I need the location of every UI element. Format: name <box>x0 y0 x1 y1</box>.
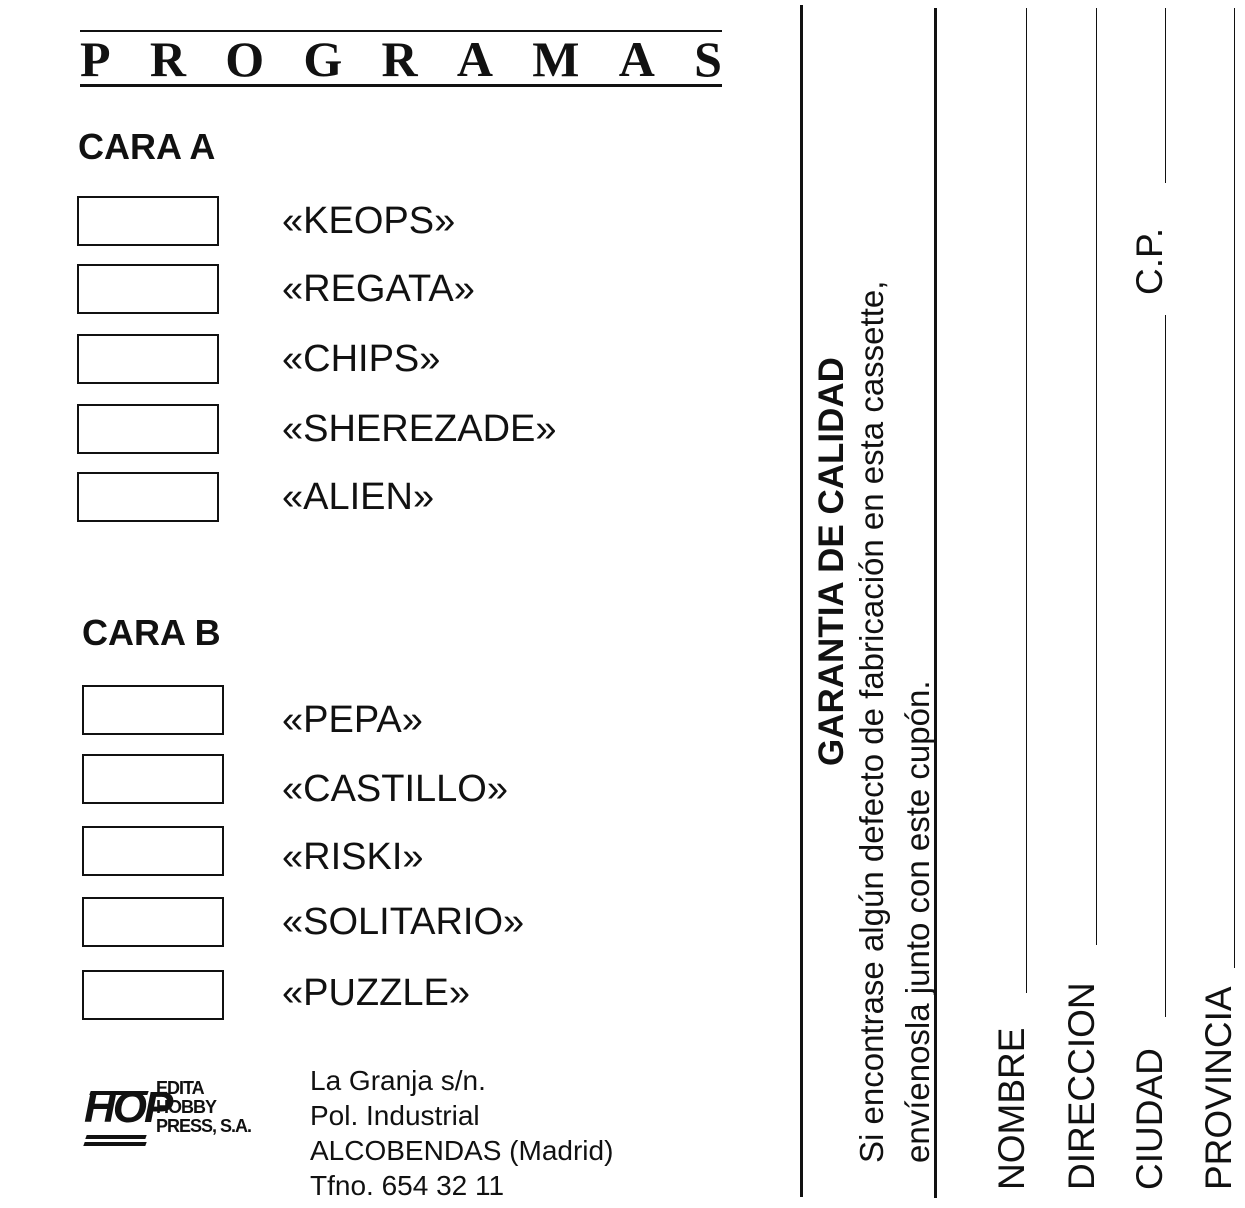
program-name: «SHEREZADE» <box>282 408 557 450</box>
publisher-address <box>310 1063 613 1203</box>
program-checkbox[interactable] <box>77 472 219 522</box>
program-checkbox[interactable] <box>82 970 224 1020</box>
logo-mark: HOP <box>84 1083 171 1132</box>
title-letter: R <box>381 31 418 87</box>
side-b-label: CARA B <box>82 612 221 653</box>
field-label-cp: C.P. <box>1129 227 1170 295</box>
nombre-fill-line[interactable] <box>1026 8 1027 993</box>
program-checkbox[interactable] <box>77 334 219 384</box>
program-checkbox[interactable] <box>77 404 219 454</box>
program-name: «SOLITARIO» <box>282 901 525 943</box>
coupon-divider-line <box>800 5 803 1197</box>
program-name: «RISKI» <box>282 836 424 878</box>
field-label-nombre: NOMBRE <box>991 1027 1032 1190</box>
publisher-logo <box>84 1075 284 1155</box>
guarantee-title: GARANTIA DE CALIDAD <box>812 357 851 766</box>
address-line: ALCOBENDAS (Madrid) <box>310 1135 614 1166</box>
field-label-provincia: PROVINCIA <box>1198 986 1239 1190</box>
program-name: «REGATA» <box>282 268 475 310</box>
program-name: «ALIEN» <box>282 476 435 518</box>
address-line: Tfno. 654 32 11 <box>310 1170 505 1201</box>
address-line: La Granja s/n. <box>310 1065 486 1096</box>
title-letter: A <box>618 31 655 87</box>
program-name: «PEPA» <box>282 699 423 741</box>
address-line: Pol. Industrial <box>310 1100 480 1131</box>
logo-stripe <box>85 1135 146 1139</box>
logo-line: HOBBY <box>156 1097 217 1117</box>
field-label-ciudad: CIUDAD <box>1129 1048 1170 1190</box>
ciudad-fill-line[interactable] <box>1165 315 1166 1017</box>
program-checkbox[interactable] <box>82 897 224 947</box>
title-letter: G <box>303 31 343 87</box>
logo-stripe <box>83 1142 146 1146</box>
logo-text <box>156 1079 251 1136</box>
title-letter: A <box>456 31 494 87</box>
program-checkbox[interactable] <box>77 196 219 246</box>
program-checkbox[interactable] <box>82 754 224 804</box>
title-rule-bottom <box>80 84 722 87</box>
title-letter: O <box>225 31 265 87</box>
cp-fill-line[interactable] <box>1165 8 1166 183</box>
title-letter: S <box>694 31 722 87</box>
side-a-label: CARA A <box>78 126 216 167</box>
program-name: «CASTILLO» <box>282 768 508 810</box>
title-letter: M <box>532 31 580 87</box>
logo-line: PRESS, S.A. <box>156 1116 252 1136</box>
program-name: «KEOPS» <box>282 200 456 242</box>
program-checkbox[interactable] <box>82 826 224 876</box>
guarantee-text-line: envíenosla junto con este cupón. <box>899 680 936 1163</box>
title-letter: R <box>149 31 186 87</box>
direccion-fill-line[interactable] <box>1096 8 1097 945</box>
program-checkbox[interactable] <box>82 685 224 735</box>
program-name: «PUZZLE» <box>282 972 470 1014</box>
field-label-direccion: DIRECCION <box>1061 982 1102 1190</box>
title-letter: P <box>80 31 111 87</box>
provincia-fill-line[interactable] <box>1234 8 1235 968</box>
program-name: «CHIPS» <box>282 338 441 380</box>
guarantee-text-line: Si encontrase algún defecto de fabricación en esta cassette, <box>853 280 890 1163</box>
logo-line: EDITA <box>156 1078 204 1098</box>
program-checkbox[interactable] <box>77 264 219 314</box>
page-title <box>80 31 722 87</box>
